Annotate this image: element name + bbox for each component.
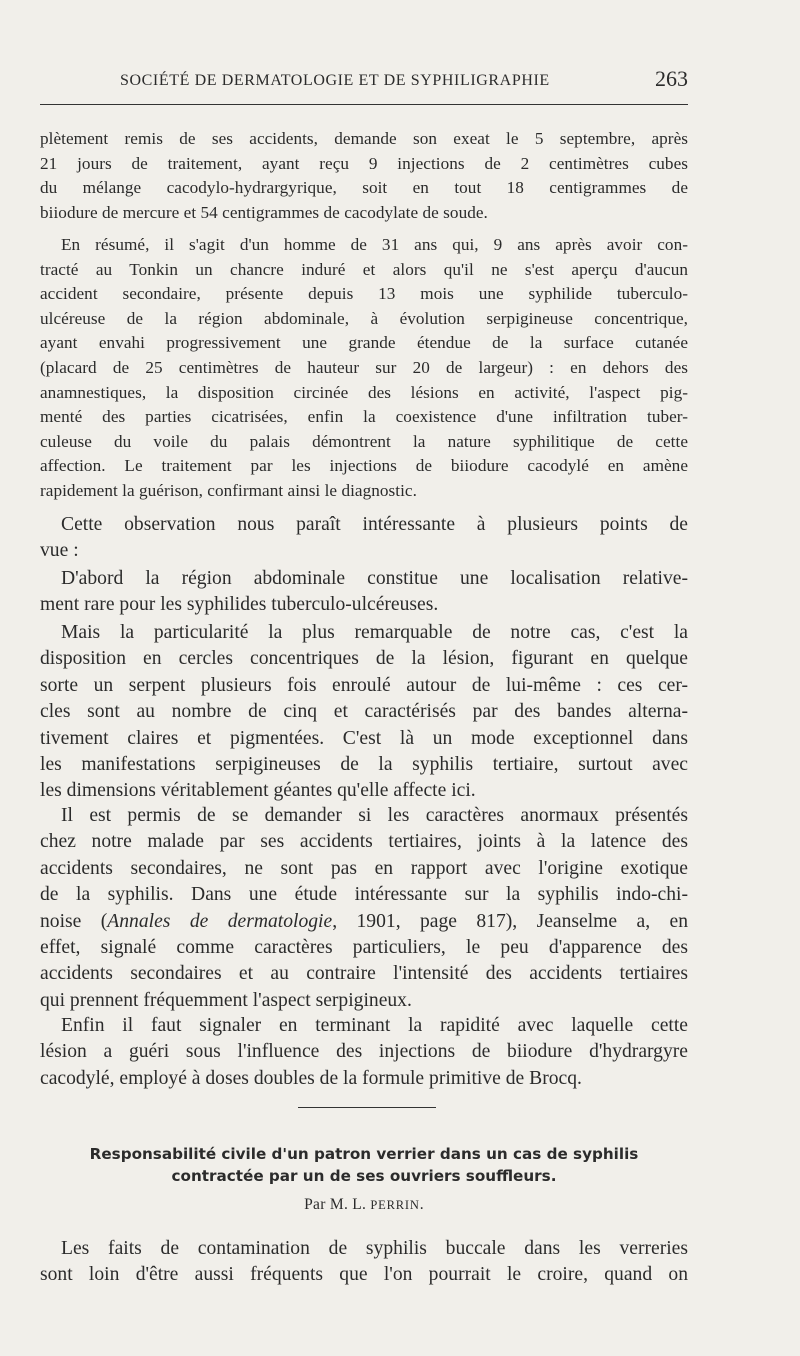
journal-title: Annales de dermatologie [107, 910, 333, 932]
text-line: cacodylé, employé à doses doubles de la formule primitive de Brocq. [40, 1067, 582, 1089]
byline-prefix: Par M. L. [304, 1196, 371, 1213]
text-line: anamnestiques, la disposition circinée des lésions en activité, l'aspect pig- [40, 382, 688, 402]
text-line: disposition en cercles concentriques de la lésion, figurant en quelque [40, 648, 688, 670]
article-title-line: Responsabilité civile d'un patron verrier dans un cas de syphilis [89, 1145, 639, 1163]
running-head [40, 66, 688, 100]
article-title [40, 1143, 688, 1187]
text-line: vue : [40, 540, 79, 562]
text-line: Enfin il faut signaler en terminant la rapidité avec laquelle cette [61, 1015, 688, 1036]
text-line: effet, signalé comme caractères particuliers, le peu d'apparence des [40, 937, 688, 959]
text-line: les dimensions véritablement géantes qu'elle affecte ici. [40, 780, 476, 802]
text-line: de la syphilis. Dans une étude intéressante sur la syphilis indo-chi- [40, 884, 688, 906]
text-line: tracté au Tonkin un chancre induré et alors qu'il ne s'est aperçu d'aucun [40, 259, 688, 279]
text-line-citation [40, 909, 688, 935]
text-line: biiodure de mercure et 54 centigrammes de cacodylate de soude. [40, 202, 488, 222]
text-line: les manifestations serpigineuses de la syphilis tertiaire, surtout avec [40, 754, 688, 776]
text-line: menté des parties cicatrisées, enfin la coexistence d'une infiltration tuber- [40, 407, 688, 427]
article-byline [40, 1196, 688, 1214]
text-line: ulcéreuse de la région abdominale, à évolution serpigineuse concentrique, [40, 308, 688, 328]
paragraph-observation [40, 512, 688, 565]
text-line: culeuse du voile du palais démontrent la nature syphilitique de cette [40, 431, 688, 451]
text-line: Mais la particularité la plus remarquable de notre cas, c'est la [61, 622, 688, 643]
paragraph-article-opening [40, 1236, 688, 1289]
text-segment: noise ( [40, 910, 108, 932]
text-line: Cette observation nous paraît intéressante à plusieurs points de [61, 514, 688, 535]
header-rule [40, 104, 688, 105]
text-line: lésion a guéri sous l'influence des injections de biiodure d'hydrargyre [40, 1041, 688, 1063]
text-line: chez notre malade par ses accidents tertiaires, joints à la latence des [40, 831, 688, 853]
text-line: accident secondaire, présente depuis 13 mois une syphilide tuberculo- [40, 284, 688, 304]
text-line: accidents secondaires, ne sont pas en rapport avec l'origine exotique [40, 857, 688, 879]
text-line: accidents secondaires et au contraire l'intensité des accidents tertiaires [40, 963, 688, 985]
text-line: Les faits de contamination de syphilis buccale dans les verreries [61, 1238, 688, 1259]
text-segment: , 1901, page 817), Jeanselme a, en [332, 910, 688, 932]
author-name: PERRIN [370, 1198, 420, 1212]
text-line: rapidement la guérison, confirmant ainsi le diagnostic. [40, 480, 417, 500]
text-line: (placard de 25 centimètres de hauteur sur 20 de largeur) : en dehors des [40, 357, 688, 377]
text-line: ment rare pour les syphilides tuberculo-ulcéreuses. [40, 594, 439, 616]
text-line: D'abord la région abdominale constitue une localisation relative- [61, 568, 688, 589]
running-title: SOCIÉTÉ DE DERMATOLOGIE ET DE SYPHILIGRAPHIE [120, 72, 550, 89]
text-line: ayant envahi progressivement une grande étendue de la surface cutanée [40, 333, 688, 353]
text-line: En résumé, il s'agit d'un homme de 31 ans qui, 9 ans après avoir con- [61, 235, 688, 254]
text-line: tivement claires et pigmentées. C'est là un mode exceptionnel dans [40, 727, 688, 749]
paragraph-continuation [40, 127, 688, 225]
article-title-line: contractée par un de ses ouvriers souffleurs. [171, 1167, 557, 1185]
text-line: qui prennent fréquemment l'aspect serpigineux. [40, 989, 412, 1011]
page-number: 263 [655, 66, 688, 91]
text-line: cles sont au nombre de cinq et caractérisés par des bandes alterna- [40, 701, 688, 723]
text-line: 21 jours de traitement, ayant reçu 9 injections de 2 centimètres cubes [40, 153, 688, 173]
text-line: sont loin d'être aussi fréquents que l'on pourrait le croire, quand on [40, 1264, 688, 1286]
section-separator [298, 1107, 436, 1108]
text-line: affection. Le traitement par les injections de biiodure cacodylé en amène [40, 456, 688, 476]
paragraph-location [40, 566, 688, 619]
text-line: du mélange cacodylo-hydrargyrique, soit en tout 18 centigrammes de [40, 178, 688, 198]
paragraph-exotic-origin [40, 803, 688, 1014]
paragraph-particularity [40, 620, 688, 805]
paragraph-summary [40, 233, 688, 504]
text-line: sorte un serpent plusieurs fois enroulé autour de lui-même : ces cer- [40, 674, 688, 696]
paragraph-conclusion [40, 1013, 688, 1092]
text-line: Il est permis de se demander si les caractères anormaux présentés [61, 805, 688, 826]
byline-suffix: . [419, 1196, 424, 1213]
text-line: plètement remis de ses accidents, demande son exeat le 5 septembre, après [40, 129, 688, 148]
